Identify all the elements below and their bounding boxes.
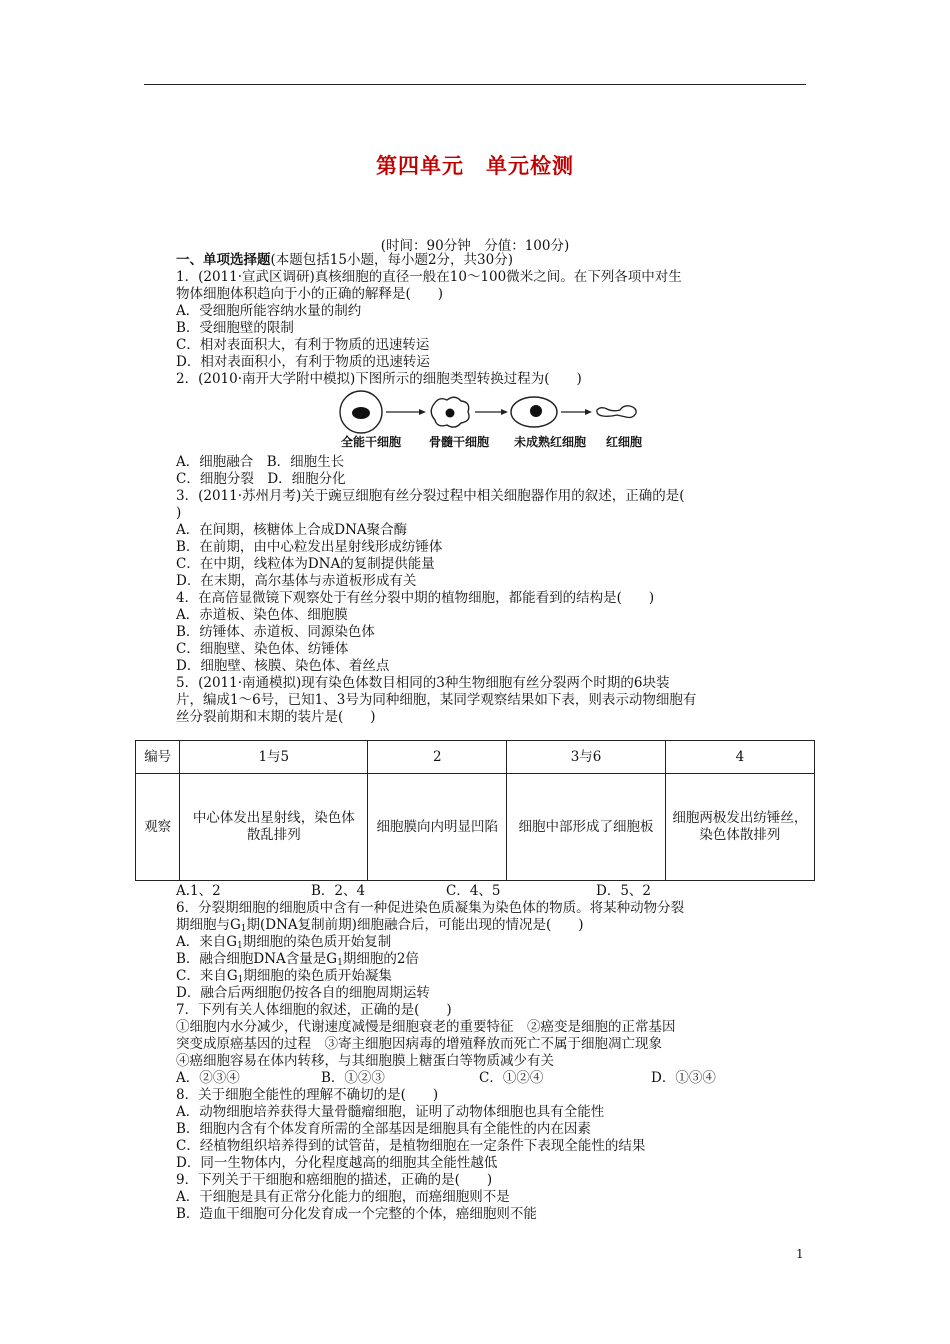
q9-option-b: B．造血干细胞可分化发育成一个完整的个体，癌细胞则不能 [176,1206,537,1222]
q3-option-a: A．在间期，核糖体上合成DNA聚合酶 [176,522,408,538]
header-rule [144,84,806,85]
arrow-1-head [419,409,426,415]
arrow-3-head [585,409,592,415]
q1-stem-2: 物体细胞体积趋向于小的正确的解释是( ) [176,286,444,302]
table-head-label: 编号 [136,741,180,774]
table-cell: 细胞中部形成了细胞板 [507,774,665,881]
label-totipotent: 全能干细胞 [341,435,402,449]
section-heading [176,252,806,269]
label-immature: 未成熟红细胞 [514,435,587,449]
q6-option-b: B．融合细胞DNA含量是$G_1$期细胞的2倍 [176,951,419,968]
table-row-label: 观察 [136,774,180,881]
q9-stem: 9．下列关于干细胞和癌细胞的描述，正确的是( ) [176,1172,493,1188]
label-rbc: 红细胞 [606,435,643,449]
red-blood-cell [597,406,636,418]
q4-option-b: B．纺锤体、赤道板、同源染色体 [176,624,375,640]
section-note: (本题包括15小题，每小题2分，共30分) [270,252,513,268]
arrow-2-head [501,409,508,415]
q3-stem-1: 3．(2011·苏州月考)关于豌豆细胞有丝分裂过程中相关细胞器作用的叙述，正确的是( [176,488,685,504]
table-header: 2 [368,741,507,774]
q6-stem-2: 期细胞与$G_1$期(DNA复制前期)细胞融合后，可能出现的情况是( ) [176,917,584,934]
q3-option-d: D．在末期，高尔基体与赤道板形成有关 [176,573,417,589]
q2-options-cd: C．细胞分裂 D．细胞分化 [176,471,346,487]
q7-option-d: D．①③④ [651,1070,716,1086]
table-row [136,774,815,881]
q5-stem-2: 片，编成1～6号，已知1、3号为同种细胞，某同学观察结果如下表，则表示动物细胞有 [176,692,697,708]
q4-option-d: D．细胞壁、核膜、染色体、着丝点 [176,658,390,674]
q8-option-a: A．动物细胞培养获得大量骨髓瘤细胞，证明了动物体细胞也具有全能性 [176,1104,605,1120]
immature-rbc-nucleus [530,405,542,417]
table-header: 1与5 [180,741,368,774]
q8-stem: 8．关于细胞全能性的理解不确切的是( ) [176,1087,439,1103]
q7-statement-3: ④癌细胞容易在体内转移，与其细胞膜上糖蛋白等物质减少有关 [176,1053,554,1069]
title-test: 单元检测 [486,154,574,178]
q1-option-c: C．相对表面积大，有利于物质的迅速转运 [176,337,430,353]
observation-table [135,740,815,881]
q4-option-a: A．赤道板、染色体、细胞膜 [176,607,348,623]
q5-option-c: C．4、5 [446,883,501,899]
q8-option-d: D．同一生物体内，分化程度越高的细胞其全能性越低 [176,1155,498,1171]
title-unit: 第四单元 [376,154,464,178]
q5-option-d: D．5、2 [596,883,652,899]
figure-labels [176,434,806,452]
q8-option-c: C．经植物组织培养得到的试管苗，是植物细胞在一定条件下表现全能性的结果 [176,1138,646,1154]
q1-option-b: B．受细胞壁的限制 [176,320,294,336]
q3-stem-2: ) [176,505,182,521]
table-header: 3与6 [507,741,665,774]
q6-option-a: A．来自$G_1$期细胞的染色质开始复制 [176,934,392,951]
q4-option-c: C．细胞壁、染色体、纺锤体 [176,641,349,657]
q7-option-a: A．②③④ [176,1070,240,1086]
table-header-row [136,741,815,774]
q6-option-c: C．来自$G_1$期细胞的染色质开始凝集 [176,968,392,985]
questions-part2 [176,883,806,1223]
q7-stem: 7．下列有关人体细胞的叙述，正确的是( ) [176,1002,452,1018]
table-cell: 中心体发出星射线，染色体散乱排列 [180,774,368,881]
q9-option-a: A．干细胞是具有正常分化能力的细胞，而癌细胞则不是 [176,1189,510,1205]
exam-meta: (时间：90分钟 分值：100分) [380,238,570,254]
q3-option-c: C．在中期，线粒体为DNA的复制提供能量 [176,556,435,572]
section-label: 一、单项选择题 [176,252,271,268]
q5-options [176,883,806,900]
q4-stem: 4．在高倍显微镜下观察处于有丝分裂中期的植物细胞，都能看到的结构是( ) [176,590,655,606]
q7-statement-2: 突变成原癌基因的过程 ③寄主细胞因病毒的增殖释放而死亡不属于细胞凋亡现象 [176,1036,662,1052]
q1-stem-1: 1．(2011·宣武区调研)真核细胞的直径一般在10～100微米之间。在下列各项中对生 [176,269,682,285]
q3-option-b: B．在前期，由中心粒发出星射线形成纺锤体 [176,539,443,555]
table-cell: 细胞两极发出纺锤丝，染色体散排列 [665,774,814,881]
q8-option-b: B．细胞内含有个体发育所需的全部基因是细胞具有全能性的内在因素 [176,1121,591,1137]
table-cell: 细胞膜向内明显凹陷 [368,774,507,881]
q2-stem: 2．(2010·南开大学附中模拟)下图所示的细胞类型转换过程为( ) [176,371,582,387]
table-header: 4 [665,741,814,774]
label-marrow: 骨髓干细胞 [429,435,490,449]
q5-stem-3: 丝分裂前期和末期的装片是( ) [176,709,376,725]
q7-options [176,1070,806,1087]
q1-option-a: A．受细胞所能容纳水量的制约 [176,303,362,319]
q7-option-c: C．①②④ [479,1070,544,1086]
q5-option-a: A.1、2 [176,883,221,899]
q6-option-d: D．融合后两细胞仍按各自的细胞周期运转 [176,985,430,1001]
cell-transformation-figure [176,390,806,454]
cell-diagram [339,390,659,434]
page-number: 1 [796,1247,804,1261]
page-title [0,150,950,180]
questions-part1 [176,252,806,726]
q7-option-b: B．①②③ [321,1070,385,1086]
q2-options-ab: A．细胞融合 B．细胞生长 [176,454,345,470]
q6-stem-1: 6．分裂期细胞的细胞质中含有一种促进染色质凝集为染色体的物质。将某种动物分裂 [176,900,685,916]
marrow-nucleus [446,409,455,418]
q5-stem-1: 5．(2011·南通模拟)现有染色体数目相同的3种生物细胞有丝分裂两个时期的6块装 [176,675,670,691]
q5-option-b: B．2、4 [311,883,366,899]
totipotent-nucleus [352,407,370,419]
q7-statement-1: ①细胞内水分减少，代谢速度减慢是细胞衰老的重要特征 ②癌变是细胞的正常基因 [176,1019,676,1035]
q1-option-d: D．相对表面积小，有利于物质的迅速转运 [176,354,430,370]
